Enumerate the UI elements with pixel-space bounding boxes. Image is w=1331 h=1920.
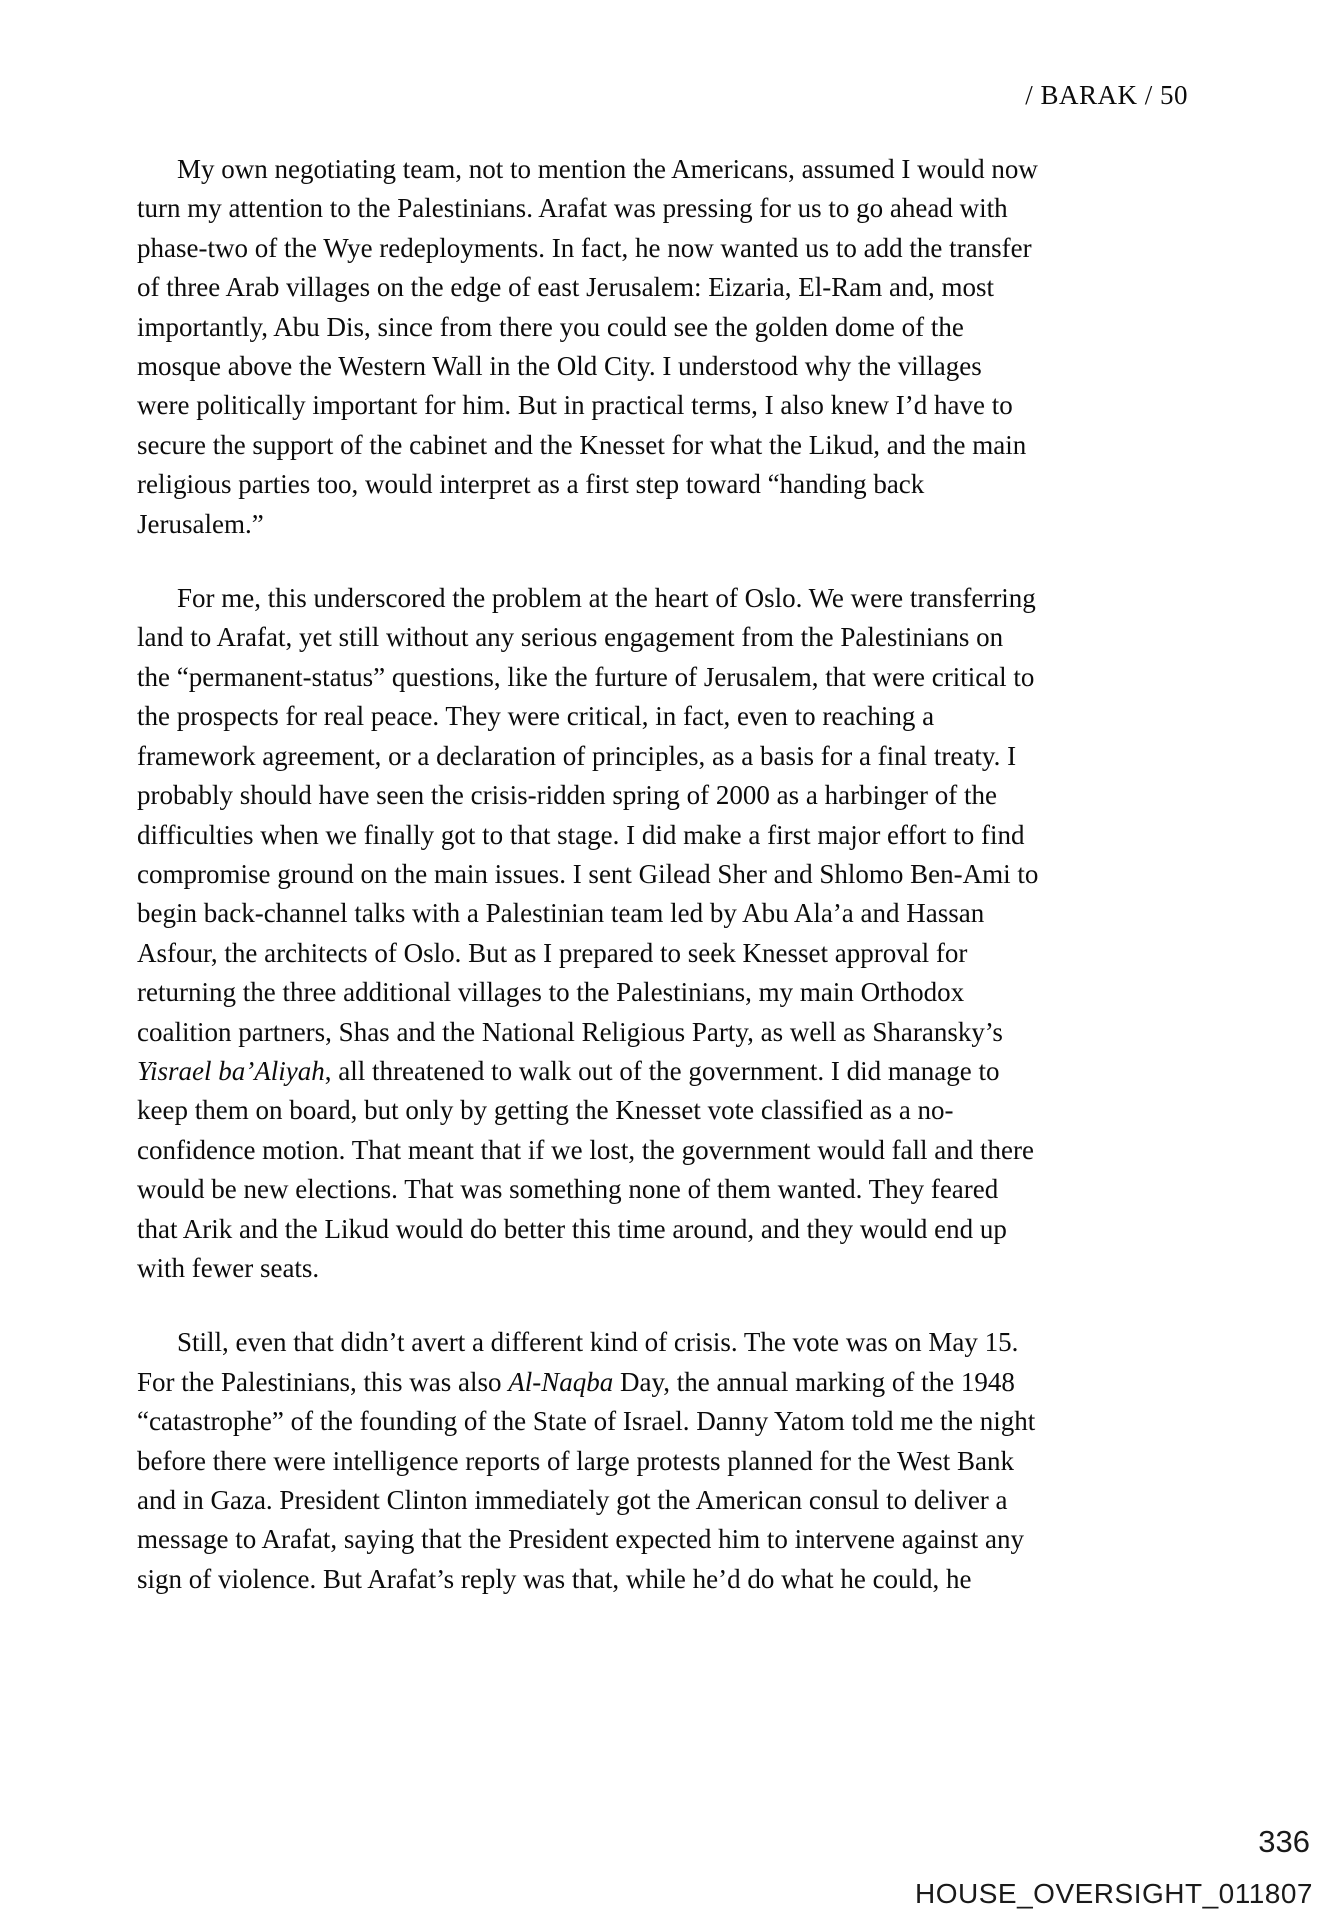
text-line: difficulties when we finally got to that stage. I did make a first major effort to find: [137, 819, 1025, 850]
text-line: would be new elections. That was something none of them wanted. They feared: [137, 1174, 999, 1205]
text-line: For me, this underscored the problem at the heart of Oslo. We were transferring: [177, 583, 1036, 614]
text-line: keep them on board, but only by getting the Knesset vote classified as a no-: [137, 1095, 954, 1126]
paragraph: [137, 579, 1182, 1288]
text-line: For the Palestinians, this was also Al-Naqba Day, the annual marking of the 1948: [137, 1366, 1015, 1397]
text-line: the “permanent-status” questions, like the furture of Jerusalem, that were critical to: [137, 661, 1035, 692]
text-line: begin back-channel talks with a Palestinian team led by Abu Ala’a and Hassan: [137, 898, 985, 929]
text-line: Still, even that didn’t avert a different kind of crisis. The vote was on May 15.: [177, 1327, 1019, 1358]
document-body: [137, 150, 1182, 1599]
text-line: before there were intelligence reports of large protests planned for the West Bank: [137, 1445, 1014, 1476]
text-line: turn my attention to the Palestinians. Arafat was pressing for us to go ahead with: [137, 193, 1008, 224]
text-line: framework agreement, or a declaration of principles, as a basis for a final treaty. I: [137, 740, 1017, 771]
text-line: the prospects for real peace. They were critical, in fact, even to reaching a: [137, 701, 935, 732]
text-line: sign of violence. But Arafat’s reply was that, while he’d do what he could, he: [137, 1563, 972, 1594]
text-line: Asfour, the architects of Oslo. But as I prepared to seek Knesset approval for: [137, 937, 968, 968]
text-line: Yisrael ba’Aliyah, all threatened to walk out of the government. I did manage to: [137, 1055, 1000, 1086]
text-line: were politically important for him. But in practical terms, I also knew I’d have to: [137, 390, 1013, 421]
text-line: “catastrophe” of the founding of the State of Israel. Danny Yatom told me the night: [137, 1406, 1036, 1437]
text-line: land to Arafat, yet still without any serious engagement from the Palestinians on: [137, 622, 1004, 653]
bates-stamp: HOUSE_OVERSIGHT_011807: [915, 1878, 1313, 1909]
text-line: importantly, Abu Dis, since from there you could see the golden dome of the: [137, 311, 964, 342]
text-line: phase-two of the Wye redeployments. In fact, he now wanted us to add the transfer: [137, 232, 1032, 263]
text-line: confidence motion. That meant that if we lost, the government would fall and there: [137, 1134, 1034, 1165]
text-line: returning the three additional villages to the Palestinians, my main Orthodox: [137, 977, 965, 1008]
text-line: probably should have seen the crisis-ridden spring of 2000 as a harbinger of the: [137, 780, 998, 811]
text-line: of three Arab villages on the edge of east Jerusalem: Eizaria, El-Ram and, most: [137, 272, 994, 303]
text-line: compromise ground on the main issues. I sent Gilead Sher and Shlomo Ben-Ami to: [137, 858, 1039, 889]
paragraph: [137, 1323, 1182, 1599]
page-number: 336: [1258, 1824, 1310, 1859]
text-line: religious parties too, would interpret as a first step toward “handing back: [137, 469, 925, 500]
text-line: with fewer seats.: [137, 1252, 320, 1283]
text-line: mosque above the Western Wall in the Old City. I understood why the villages: [137, 351, 982, 382]
text-line: coalition partners, Shas and the National Religious Party, as well as Sharansky’s: [137, 1016, 1003, 1047]
text-line: message to Arafat, saying that the President expected him to intervene against any: [137, 1524, 1024, 1555]
page-header: / BARAK / 50: [1025, 80, 1188, 110]
text-line: My own negotiating team, not to mention the Americans, assumed I would now: [177, 154, 1038, 184]
text-line: Jerusalem.”: [137, 508, 264, 539]
text-line: that Arik and the Likud would do better this time around, and they would end up: [137, 1213, 1007, 1244]
text-line: secure the support of the cabinet and the Knesset for what the Likud, and the main: [137, 429, 1027, 460]
text-line: and in Gaza. President Clinton immediately got the American consul to deliver a: [137, 1485, 1008, 1515]
paragraph: [137, 150, 1182, 544]
